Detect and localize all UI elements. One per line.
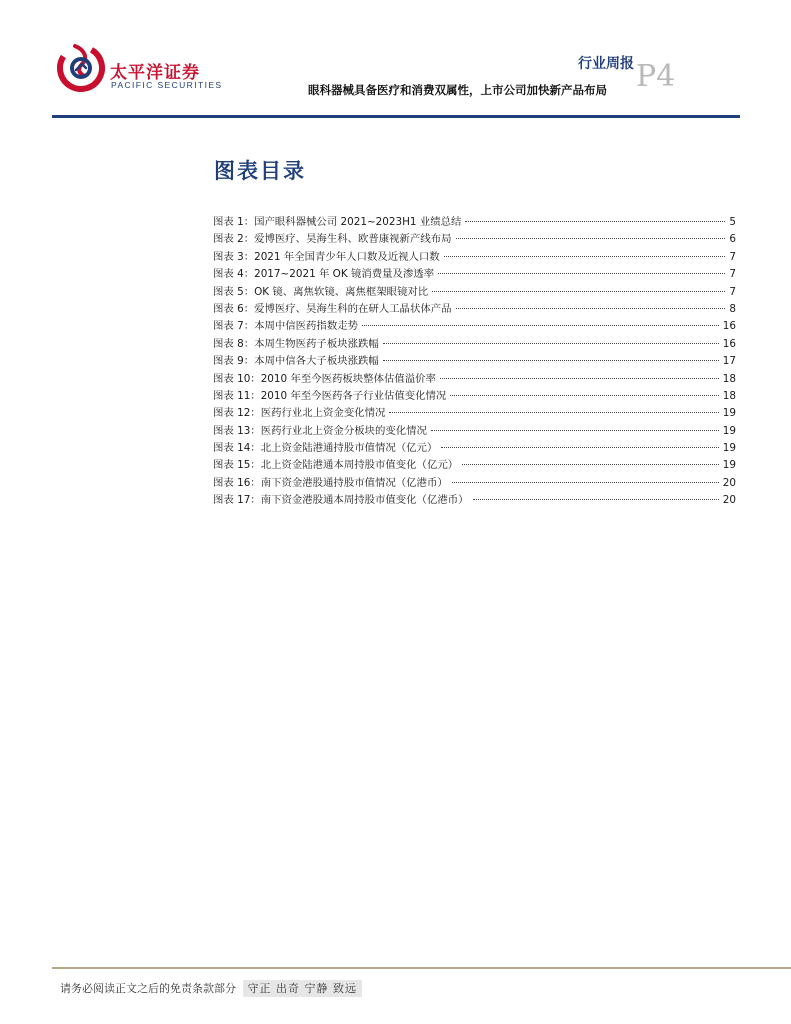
toc-entry-page: 7	[729, 285, 736, 298]
toc-entry-label: 图表 6：爱博医疗、昊海生科的在研人工晶状体产品	[213, 302, 452, 315]
toc-entry-label: 图表 10：2010 年至今医药板块整体估值溢价率	[213, 372, 436, 385]
toc-entry-page: 16	[722, 320, 736, 333]
toc-entry[interactable]	[213, 352, 736, 369]
toc-leader-dots	[473, 499, 719, 500]
toc-leader-dots	[432, 291, 725, 292]
toc-entry-label: 图表 8：本周生物医药子板块涨跌幅	[213, 337, 379, 350]
toc-entry-label: 图表 7：本周中信医药指数走势	[213, 320, 358, 333]
toc-leader-dots	[383, 343, 719, 344]
toc-leader-dots	[456, 308, 726, 309]
toc-entry[interactable]	[213, 439, 736, 456]
page-number: P4	[636, 59, 676, 94]
toc-entry-label: 图表 12：医药行业北上资金变化情况	[213, 407, 386, 420]
toc-entry[interactable]	[213, 300, 736, 317]
toc-leader-dots	[450, 395, 718, 396]
toc-leader-dots	[383, 360, 719, 361]
toc-entry-page: 18	[722, 389, 736, 402]
toc-leader-dots	[444, 256, 726, 257]
toc-entry-label: 图表 1：国产眼科器械公司 2021~2023H1 业绩总结	[213, 216, 462, 228]
toc-entry-page: 16	[722, 337, 736, 350]
toc-entry-page: 19	[722, 442, 736, 455]
toc-leader-dots	[440, 378, 719, 379]
toc-entry-label: 图表 5：OK 镜、离焦软镜、离焦框架眼镜对比	[213, 285, 429, 298]
toc-entry[interactable]	[213, 422, 736, 439]
toc-entry-page: 19	[722, 459, 736, 472]
toc-leader-dots	[362, 325, 719, 326]
toc-entry[interactable]	[213, 404, 736, 421]
toc-entry-label: 图表 3：2021 年全国青少年人口数及近视人口数	[213, 250, 440, 263]
toc-entry-label: 图表 11：2010 年至今医药各子行业估值变化情况	[213, 389, 447, 402]
pacific-securities-logo-icon	[55, 40, 107, 92]
toc-leader-dots	[438, 273, 725, 274]
toc-leader-dots	[456, 238, 726, 239]
report-type: 行业周报	[578, 56, 634, 72]
toc-entry[interactable]	[213, 230, 736, 247]
toc-entry-page: 20	[722, 494, 736, 507]
toc-entry[interactable]	[213, 265, 736, 282]
brand-name-en: PACIFIC SECURITIES	[111, 80, 223, 90]
toc-entry-label: 图表 2：爱博医疗、昊海生科、欧普康视新产线布局	[213, 233, 452, 246]
footer	[60, 980, 362, 996]
toc-leader-dots	[441, 447, 718, 448]
toc-entry[interactable]	[213, 456, 736, 473]
toc-entry-page: 19	[722, 407, 736, 420]
toc-entry-label: 图表 4：2017~2021 年 OK 镜消费量及渗透率	[213, 268, 435, 281]
toc-entry[interactable]	[213, 213, 736, 230]
toc-entry-label: 图表 15：北上资金陆港通本周持股市值变化（亿元）	[213, 459, 459, 472]
toc-leader-dots	[462, 464, 719, 465]
toc-entry[interactable]	[213, 387, 736, 404]
brand-name-cn: 太平洋证券	[110, 63, 200, 83]
toc-list	[213, 213, 736, 509]
toc-entry-page: 7	[729, 268, 736, 281]
toc-entry-page: 5	[729, 216, 736, 228]
toc-leader-dots	[431, 430, 719, 431]
header-divider	[52, 115, 740, 118]
toc-entry-page: 7	[729, 250, 736, 263]
toc-entry-label: 图表 9：本周中信各大子板块涨跌幅	[213, 355, 379, 368]
toc-leader-dots	[465, 221, 725, 222]
toc-entry-page: 18	[722, 372, 736, 385]
footer-disclaimer: 请务必阅读正文之后的免责条款部分	[60, 982, 236, 995]
toc-entry[interactable]	[213, 335, 736, 352]
toc-leader-dots	[389, 412, 718, 413]
toc-entry-label: 图表 16：南下资金港股通持股市值情况（亿港币）	[213, 476, 448, 489]
toc-entry[interactable]	[213, 474, 736, 491]
toc-entry-page: 20	[722, 476, 736, 489]
toc-entry-label: 图表 14：北上资金陆港通持股市值情况（亿元）	[213, 442, 438, 455]
toc-entry-label: 图表 13：医药行业北上资金分板块的变化情况	[213, 424, 427, 437]
toc-entry[interactable]	[213, 491, 736, 508]
toc-entry-page: 17	[722, 355, 736, 368]
toc-entry[interactable]	[213, 370, 736, 387]
toc-entry-page: 8	[729, 302, 736, 315]
toc-leader-dots	[452, 482, 719, 483]
toc-entry[interactable]	[213, 283, 736, 300]
toc-title: 图表目录	[214, 159, 306, 183]
footer-motto: 守正 出奇 宁静 致远	[243, 980, 363, 997]
toc-entry[interactable]	[213, 248, 736, 265]
toc-entry[interactable]	[213, 317, 736, 334]
report-subtitle: 眼科器械具备医疗和消费双属性，上市公司加快新产品布局	[308, 83, 607, 97]
toc-entry-page: 6	[729, 233, 736, 246]
footer-divider	[52, 967, 791, 969]
toc-entry-label: 图表 17：南下资金港股通本周持股市值变化（亿港币）	[213, 494, 469, 507]
toc-entry-page: 19	[722, 424, 736, 437]
